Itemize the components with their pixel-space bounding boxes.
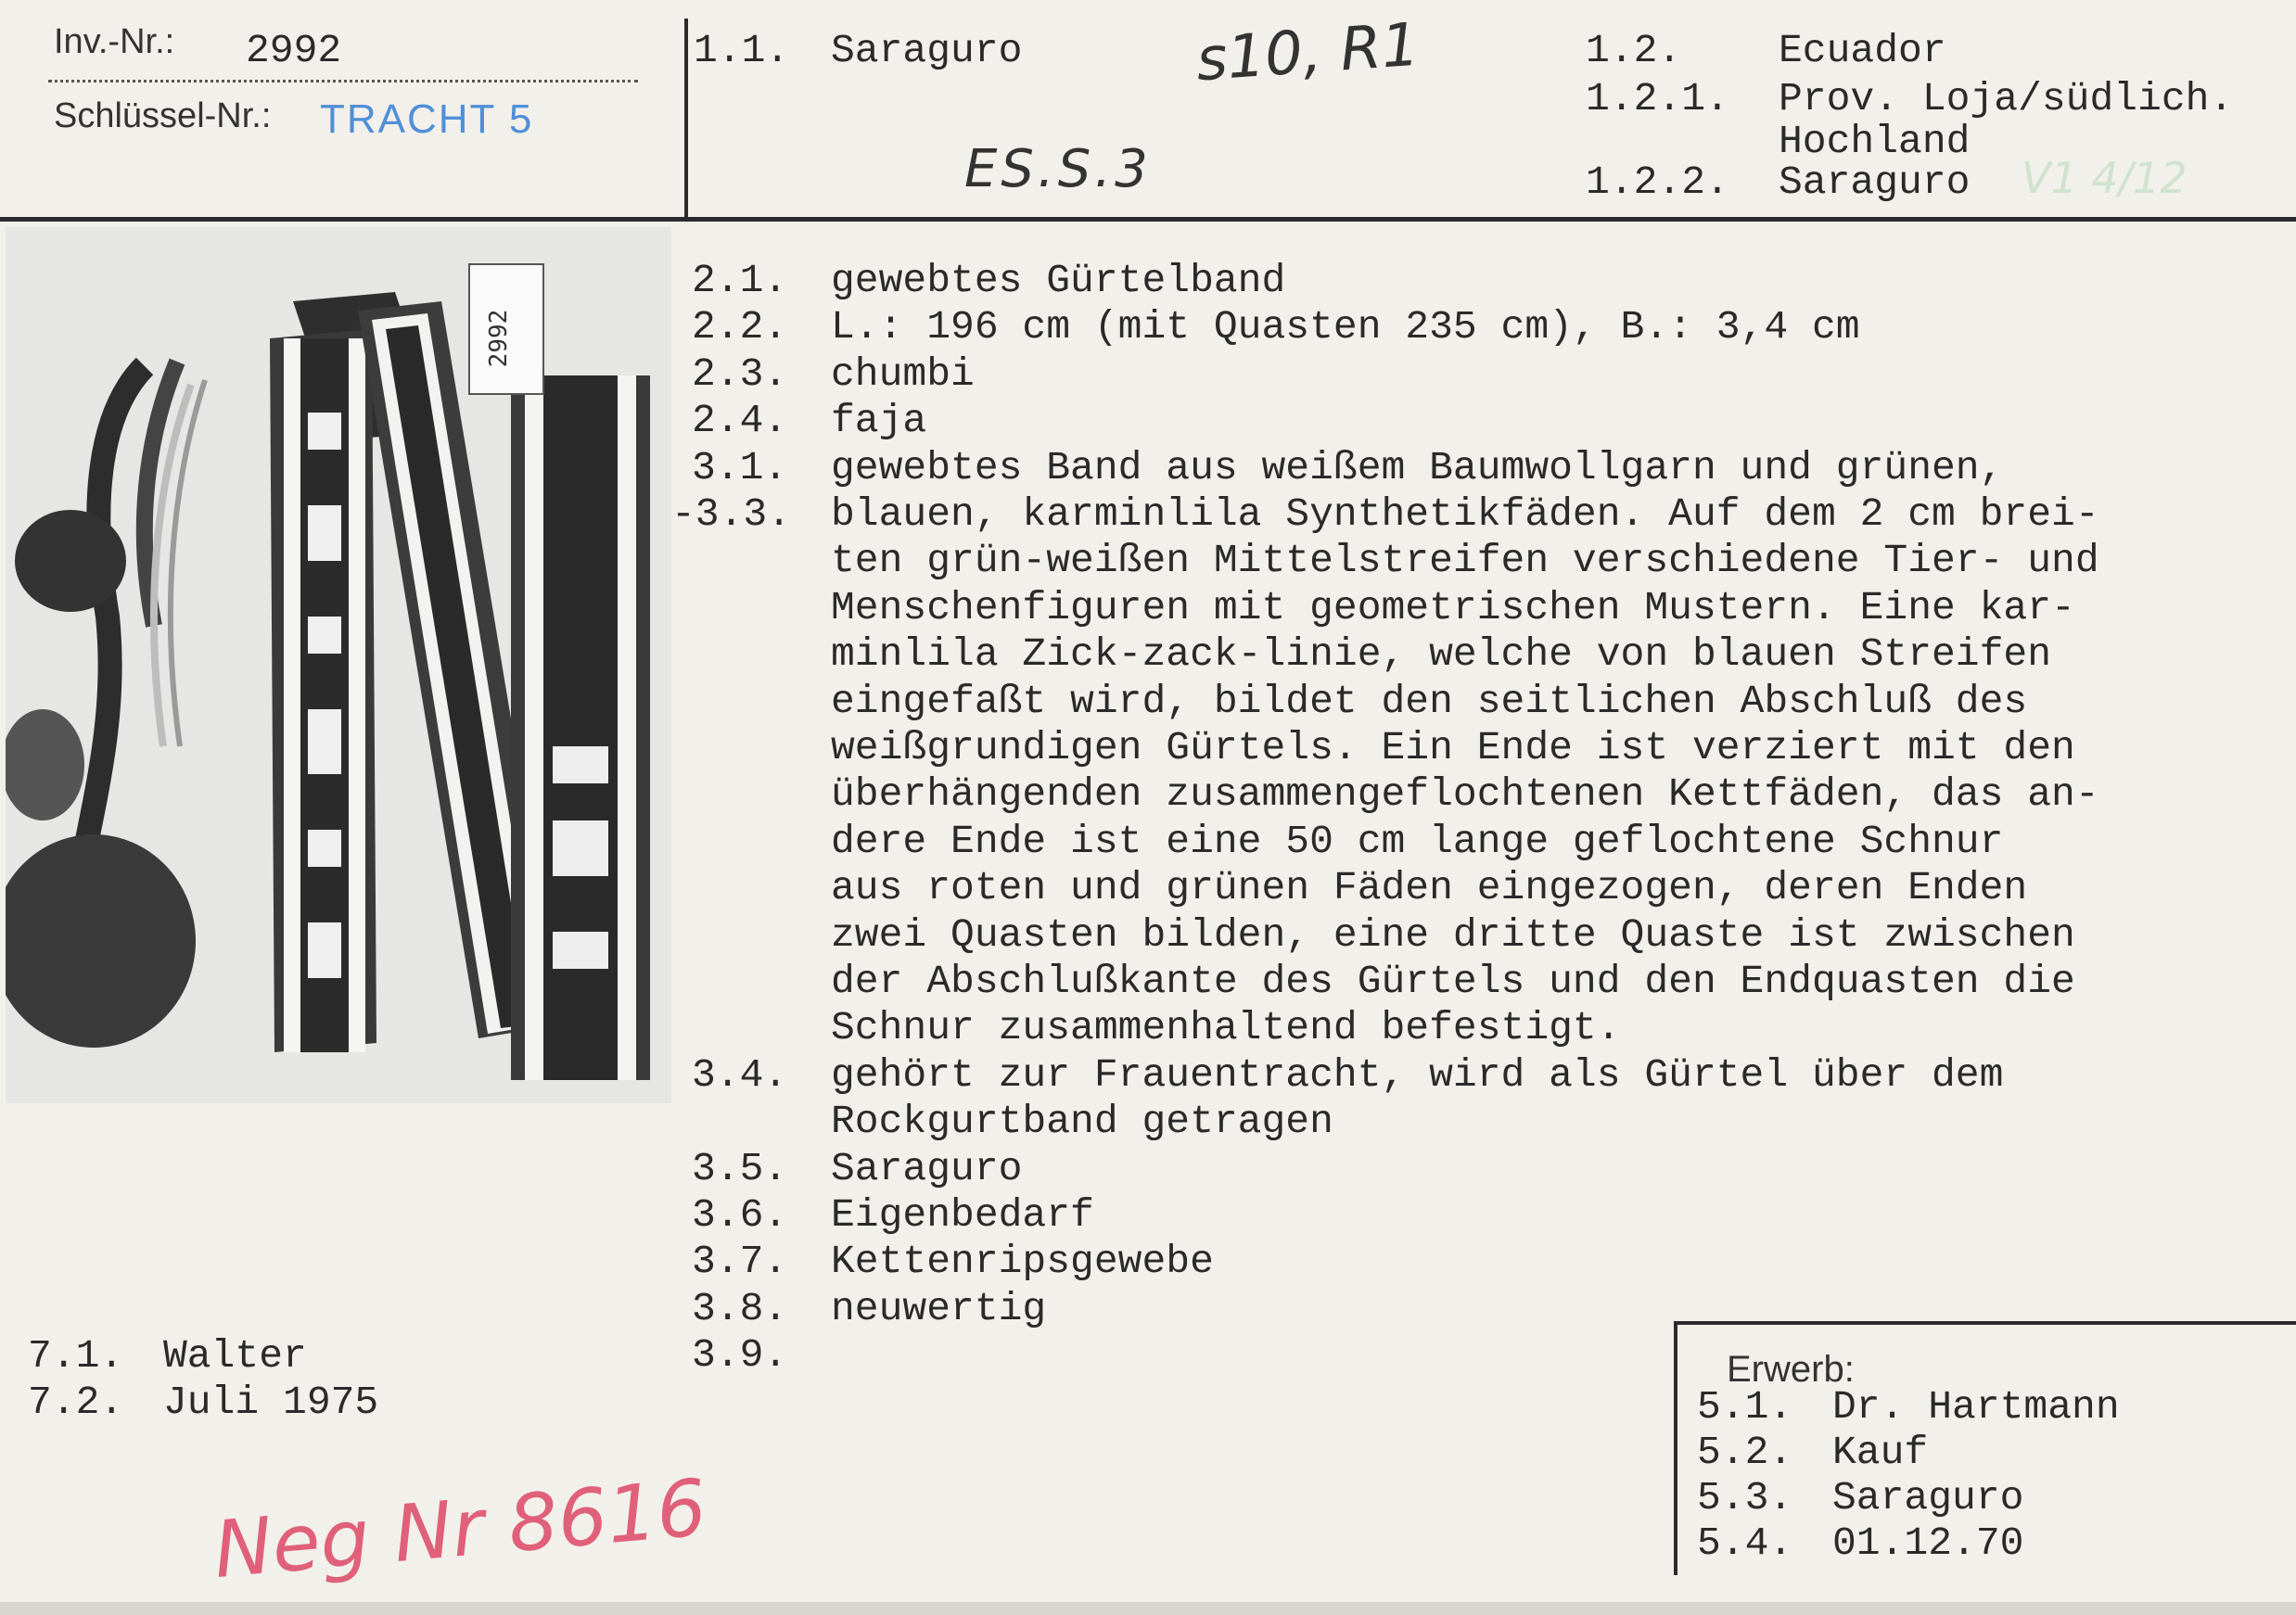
section-line-text: chumbi xyxy=(831,350,975,397)
key-value: TRACHT 5 xyxy=(320,96,534,142)
inv-value: 2992 xyxy=(246,28,342,73)
section-line-text: blauen, karminlila Synthetikfäden. Auf dem 2 cm brei- xyxy=(831,491,2099,537)
section-line-number: 2.4. xyxy=(692,398,788,444)
section-1-2-1-value: Prov. Loja/südlich. xyxy=(1779,76,2234,121)
section-line-text: Kettenripsgewebe xyxy=(831,1239,1214,1285)
belt-illustration xyxy=(6,227,671,1103)
section-line-text: L.: 196 cm (mit Quasten 235 cm), B.: 3,4 cm xyxy=(831,304,1860,350)
section-line-text: zwei Quasten bilden, eine dritte Quaste ist zwischen xyxy=(831,911,2075,958)
section-line-number: -3.3. xyxy=(671,491,792,537)
belt-photograph xyxy=(6,227,671,1103)
section-1-2-1-value-line2: Hochland xyxy=(1779,119,1971,164)
key-label: Schlüssel-Nr.: xyxy=(54,96,272,135)
section-line-number: 3.7. xyxy=(692,1239,788,1285)
section-line-text: gewebtes Gürtelband xyxy=(831,258,1286,303)
section-line-text: überhängenden zusammengeflochtenen Kettfäden, das an- xyxy=(831,771,2099,818)
section-line-text: Rockgurtband getragen xyxy=(831,1099,1333,1145)
handwritten-neg-number: Neg Nr 8616 xyxy=(210,1461,710,1596)
footer-line-number: 7.2. xyxy=(28,1380,124,1425)
section-line-text: Menschenfiguren mit geometrischen Mustern. Eine kar- xyxy=(831,584,2075,630)
section-line-number: 2.3. xyxy=(692,350,788,397)
footer-line-number: 7.1. xyxy=(28,1333,124,1379)
section-line-number: 3.6. xyxy=(692,1192,788,1238)
header-vertical-rule xyxy=(684,19,688,217)
handwritten-ess-code: ES.S.3 xyxy=(964,139,1152,199)
inv-dotted-rule xyxy=(48,80,638,83)
section-1-2-1-num: 1.2.1. xyxy=(1586,76,1729,121)
footer-line-text: Walter xyxy=(163,1333,307,1379)
erwerb-line-text: 01.12.70 xyxy=(1832,1520,2024,1566)
erwerb-line-text: Kauf xyxy=(1832,1430,1929,1475)
faint-green-note: V1 4/12 xyxy=(2022,153,2188,203)
section-line-text: eingefaßt wird, bildet den seitlichen Abschluß des xyxy=(831,678,2028,724)
erwerb-line-number: 5.4. xyxy=(1697,1520,1793,1566)
section-line-text: faja xyxy=(831,398,927,444)
inv-label: Inv.-Nr.: xyxy=(54,22,175,61)
erwerb-line-number: 5.1. xyxy=(1697,1384,1793,1430)
erwerb-line-text: Dr. Hartmann xyxy=(1832,1384,2120,1430)
section-line-text: weißgrundigen Gürtels. Ein Ende ist verziert mit den xyxy=(831,725,2075,770)
section-1-2-2-value: Saraguro xyxy=(1779,159,1971,205)
section-line-text: aus roten und grünen Fäden eingezogen, deren Enden xyxy=(831,865,2028,911)
section-line-text: dere Ende ist eine 50 cm lange geflochtene Schnur xyxy=(831,818,2004,864)
section-line-number: 3.8. xyxy=(692,1285,788,1331)
section-1-2-2-num: 1.2.2. xyxy=(1586,159,1729,205)
bottom-edge-shade xyxy=(0,1602,2296,1615)
section-line-text: Schnur zusammenhaltend befestigt. xyxy=(831,1005,1621,1051)
handwritten-signature-code: s10, R1 xyxy=(1193,10,1422,95)
section-1-1-value: Saraguro xyxy=(831,28,1023,73)
section-line-number: 3.4. xyxy=(692,1051,788,1098)
erwerb-line-number: 5.2. xyxy=(1697,1430,1793,1475)
section-line-text: der Abschlußkante des Gürtels und den Endquasten die xyxy=(831,959,2075,1004)
section-line-text: minlila Zick-zack-linie, welche von blauen Streifen xyxy=(831,631,2052,678)
footer-line-text: Juli 1975 xyxy=(163,1380,379,1425)
erwerb-line-number: 5.3. xyxy=(1697,1475,1793,1520)
section-line-text: Saraguro xyxy=(831,1145,1023,1191)
section-1-2-num: 1.2. xyxy=(1586,28,1682,73)
section-line-number: 3.5. xyxy=(692,1145,788,1191)
section-line-text: Eigenbedarf xyxy=(831,1192,1094,1238)
section-line-text: neuwertig xyxy=(831,1285,1047,1331)
section-line-number: 3.1. xyxy=(692,444,788,490)
section-line-number: 2.2. xyxy=(692,304,788,350)
section-line-text: gewebtes Band aus weißem Baumwollgarn und grünen, xyxy=(831,444,2004,490)
section-line-text: ten grün-weißen Mittelstreifen verschiedene Tier- und xyxy=(831,538,2099,584)
section-line-text: gehört zur Frauentracht, wird als Gürtel über dem xyxy=(831,1051,2004,1098)
erwerb-title: Erwerb: xyxy=(1727,1349,1855,1390)
header-bottom-rule xyxy=(0,217,2296,222)
photo-number-tag: 2992 xyxy=(485,309,513,368)
erwerb-line-text: Saraguro xyxy=(1832,1475,2024,1520)
section-1-2-value: Ecuador xyxy=(1779,28,1946,73)
section-line-number: 3.9. xyxy=(692,1332,788,1379)
section-line-number: 2.1. xyxy=(692,258,788,303)
section-1-1-num: 1.1. xyxy=(694,28,790,73)
